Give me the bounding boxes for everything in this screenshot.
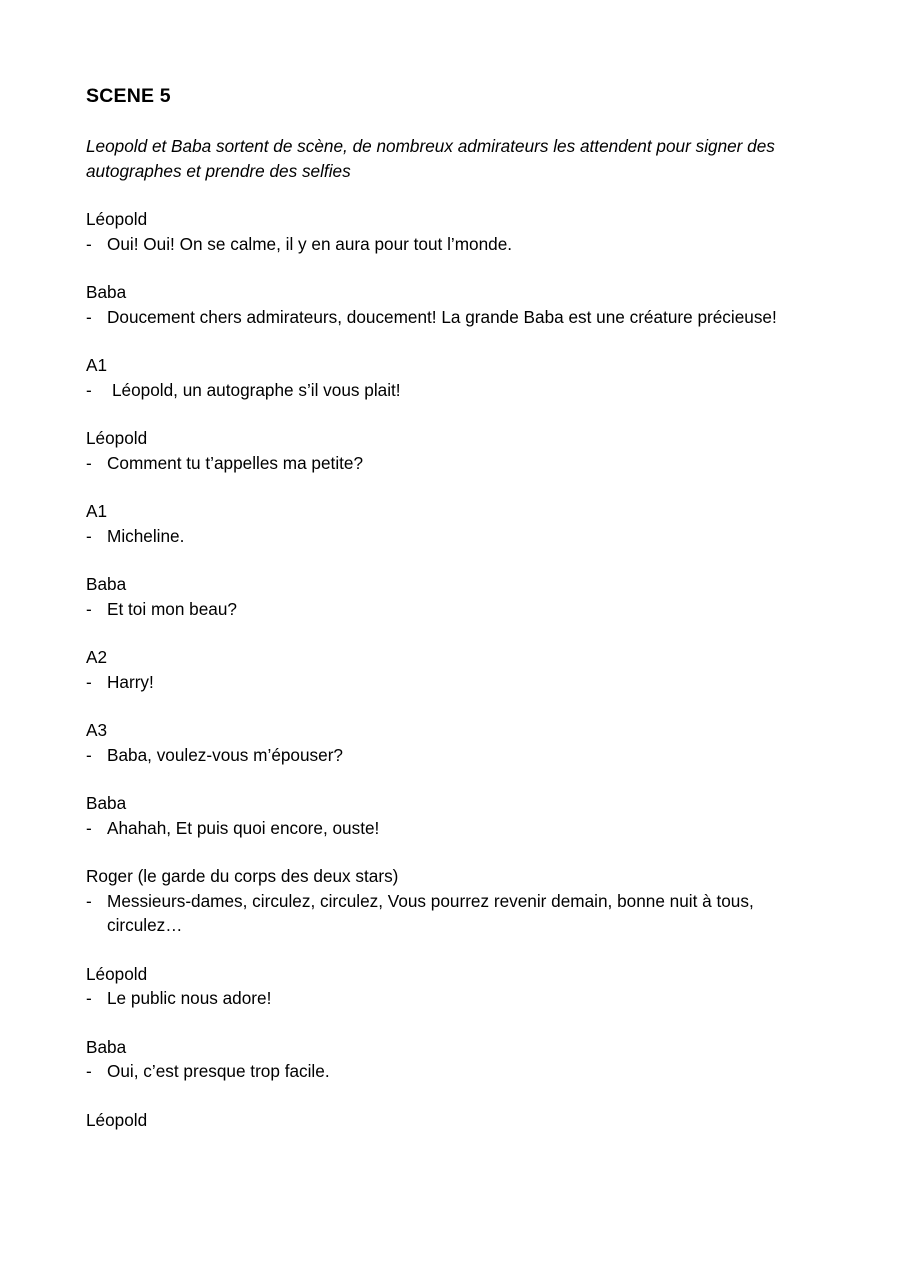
dialogue-text: Messieurs-dames, circulez, circulez, Vous pourrez revenir demain, bonne nuit à tous, circulez… <box>107 890 754 935</box>
speaker-name: Léopold <box>86 963 148 984</box>
dialogue-line <box>86 743 820 768</box>
speaker-name: Léopold <box>86 209 148 229</box>
dash-bullet-icon: - <box>86 744 92 765</box>
speaker-name: A3 <box>86 720 108 740</box>
dash-bullet-icon: - <box>86 452 92 473</box>
dialogue-block <box>86 353 820 402</box>
dialogue-line <box>86 378 820 403</box>
dialogue-line <box>86 986 820 1011</box>
dialogue-block <box>86 426 820 475</box>
dash-bullet-icon: - <box>86 525 92 546</box>
dash-bullet-icon: - <box>86 817 92 838</box>
speaker-name: Léopold <box>86 428 148 448</box>
dialogue-block <box>86 1108 820 1133</box>
dialogue-block <box>86 1035 820 1084</box>
speaker-name: A1 <box>86 355 108 375</box>
dialogue-block <box>86 864 820 938</box>
dash-bullet-icon: - <box>86 598 92 619</box>
speaker-name: Baba <box>86 574 127 594</box>
dialogue-line <box>86 816 820 841</box>
dialogue-block <box>86 645 820 694</box>
dialogue-text: Léopold, un autographe s’il vous plait! <box>112 379 401 400</box>
dialogue-text: Oui! Oui! On se calme, il y en aura pour tout l’monde. <box>107 233 513 254</box>
dialogue-text: Baba, voulez-vous m’épouser? <box>107 744 343 765</box>
dash-bullet-icon: - <box>86 306 92 327</box>
dialogue-line <box>86 524 820 549</box>
dialogue-text: Doucement chers admirateurs, doucement! La grande Baba est une créature précieuse! <box>107 306 777 327</box>
dash-bullet-icon: - <box>86 1061 92 1081</box>
dialogue-block <box>86 962 820 1011</box>
speaker-name: Baba <box>86 1036 127 1057</box>
dialogue-text: Comment tu t’appelles ma petite? <box>107 452 364 473</box>
dash-bullet-icon: - <box>86 890 92 911</box>
dialogue-block <box>86 280 820 329</box>
dialogue-line <box>86 889 820 938</box>
dialogue-text: Harry! <box>107 671 154 692</box>
dialogue-line <box>86 451 820 476</box>
dialogue-line <box>86 1059 820 1084</box>
stage-direction: Leopold et Baba sortent de scène, de nombreux admirateurs les attendent pour signer des autographes et prendre des selfies <box>86 136 775 181</box>
speaker-name: Baba <box>86 793 127 813</box>
speaker-name: Léopold <box>86 1109 148 1130</box>
dash-bullet-icon: - <box>86 988 92 1008</box>
speaker-name: Baba <box>86 282 127 302</box>
dialogue-line <box>86 232 820 257</box>
dash-bullet-icon: - <box>86 671 92 692</box>
dialogue-block <box>86 207 820 256</box>
dash-bullet-icon: - <box>86 233 92 254</box>
document-content <box>86 84 820 1132</box>
dialogue-text: Micheline. <box>107 525 185 546</box>
speaker-name: A1 <box>86 501 108 521</box>
dialogue-block <box>86 718 820 767</box>
dialogue-line <box>86 670 820 695</box>
speaker-name: A2 <box>86 647 108 667</box>
dash-bullet-icon: - <box>86 379 92 400</box>
page-title: SCENE 5 <box>86 85 171 107</box>
dialogue-text: Le public nous adore! <box>107 988 272 1008</box>
dialogue-text: Ahahah, Et puis quoi encore, ouste! <box>107 817 380 838</box>
dialogue-block <box>86 572 820 621</box>
dialogue-text: Et toi mon beau? <box>107 598 237 619</box>
dialogue-line <box>86 597 820 622</box>
dialogue-block <box>86 499 820 548</box>
dialogue-line <box>86 305 820 330</box>
dialogue-text: Oui, c’est presque trop facile. <box>107 1061 330 1081</box>
dialogue-list <box>86 207 820 1132</box>
dialogue-block <box>86 791 820 840</box>
speaker-name: Roger (le garde du corps des deux stars) <box>86 866 399 886</box>
